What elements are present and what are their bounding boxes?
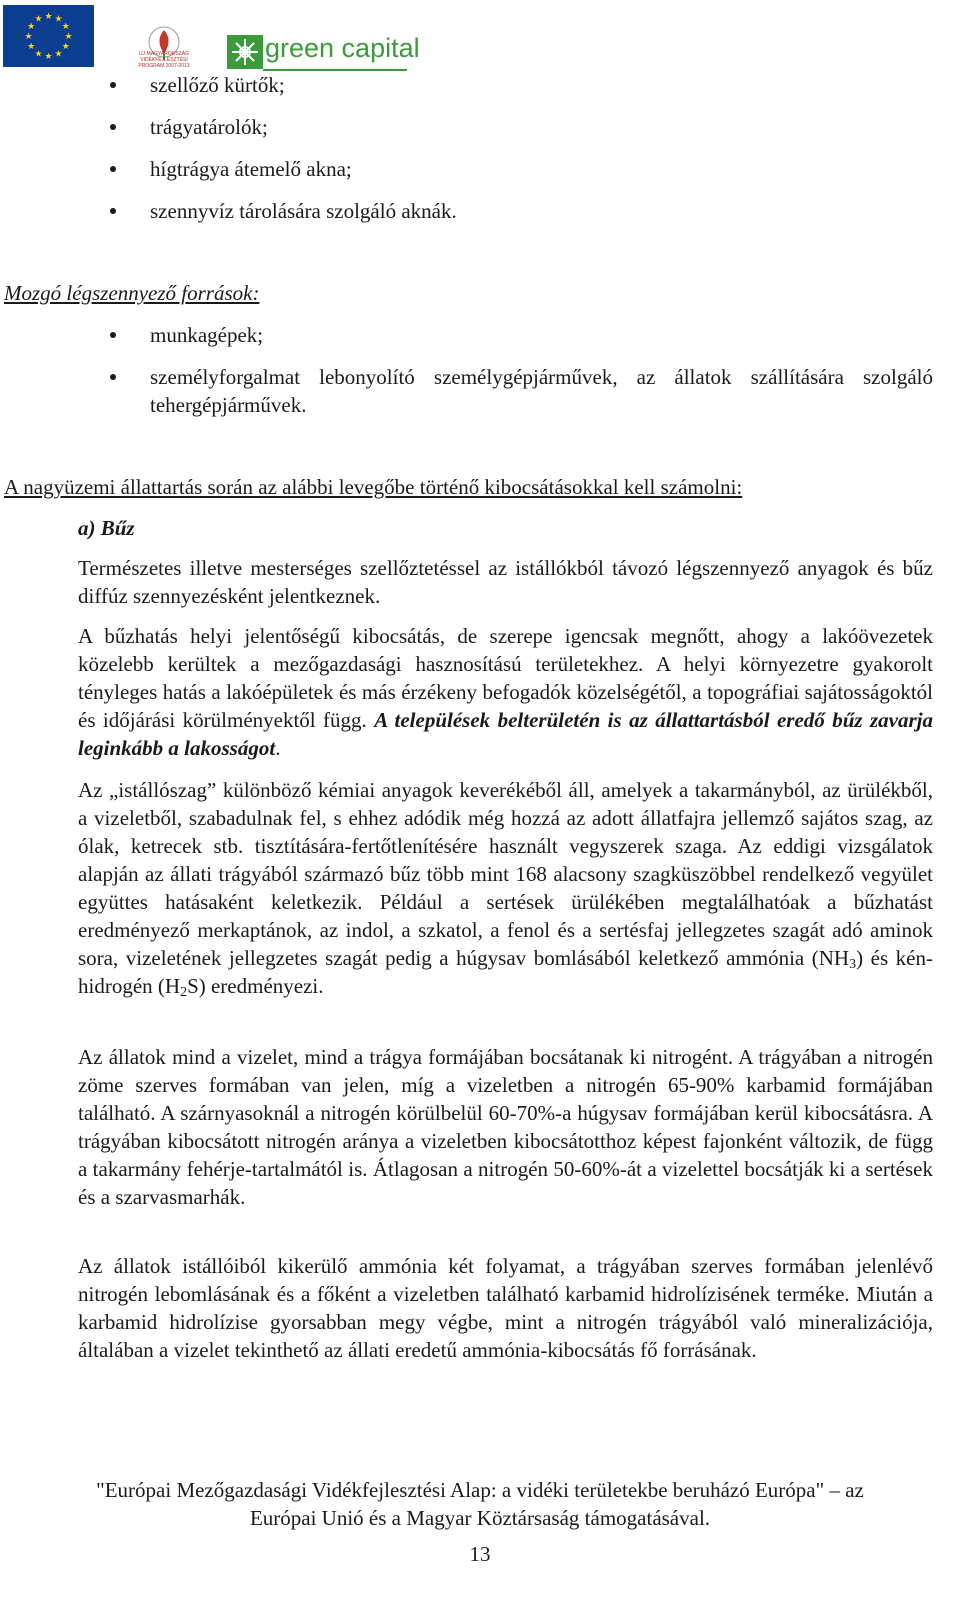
umvp-logo-text: ÚJ MAGYARORSZÁG VIDÉKFEJLESZTÉSI PROGRAM 2007-2013 xyxy=(138,51,190,69)
list-item: munkagépek; xyxy=(110,321,933,363)
paragraph-1: Természetes illetve mesterséges szellőztetéssel az istállókból távozó légszennyező anyagok és bűz diffúz szennyezésként jelentkeznek. xyxy=(78,556,933,608)
bullet-icon xyxy=(110,208,116,214)
star-icon: ★ xyxy=(34,48,43,59)
paragraph-3: Az „istállószag” különböző kémiai anyagok keverékéből áll, amelyek a takarmányból, az ürülékből, a vizeletből, szabadulnak fel, s ehhez adódik még hozzá az adott állatfajra jellemző sajátos szag, az ólak, ketrecek stb. tisztítására-fertőtlenítésére használt vegyszerek szaga. Az eddigi vizsgálatok alapján az állati trágyából származó bűz több mint 168 alacsony szagküszöbbel rendelkező vegyület együttes hatásaként keletkezik. Például a sertések ürülékében megtalálhatóak a bűzhatást eredményező merkaptánok, az indol, a szkatol, a fenol és a sertésfaj jellegzetes szagát adó aminok sora, vizeletének jellegzetes szagát pedig a húgysav bomlásából keletkező ammónia $(NH_3)$ és kén-hidrogén $(H_2S)$ eredményezi. xyxy=(78,778,933,1000)
star-icon: ★ xyxy=(27,21,36,31)
paragraph-4: Az állatok mind a vizelet, mind a trágya formájában bocsátanak ki nitrogént. A trágyában a nitrogén zöme szerves formában van jelen, míg a vizeletben a nitrogén 65-90% karbamid formájában található. A szárnyasoknál a nitrogén körülbelül 60-70%-a húgysav formájában kerül kibocsátásra. A trágyában kibocsátott nitrogén aránya a vizeletben kibocsátotthoz képest fajonként változik, de függ a takarmány fehérje-tartalmától is. Átlagosan a nitrogén 50-60%-át a vizelettel bocsátják ki a sertések és a szarvasmarhák. xyxy=(78,1045,933,1209)
star-icon: ★ xyxy=(54,13,63,24)
list-item: trágyatárolók; xyxy=(110,113,933,155)
bullet-icon xyxy=(110,124,116,130)
eu-flag-logo xyxy=(3,5,94,67)
list-item: szennyvíz tárolására szolgáló aknák. xyxy=(110,197,933,239)
star-icon: ★ xyxy=(27,41,36,51)
footer-line-2: Európai Unió és a Magyar Köztársaság támogatásával. xyxy=(249,1506,711,1530)
paragraph-5: Az állatok istállóiból kikerülő ammónia két folyamat, a trágyában szerves formában jelenlévő nitrogén lebomlásának és a főként a vizeletben található karbamid hidrolízisének terméke. Miután a karbamid hidrolízise gyorsabban megy végbe, mint a nitrogén trágyából való mineralizációja, általában a vizelet tekinthető az állati eredetű ammónia-kibocsátás fő forrásának. xyxy=(78,1254,933,1362)
mobile-sources-heading: Mozgó légszennyező források: xyxy=(4,281,260,305)
green-capital-label: green capital xyxy=(265,33,420,63)
bullet-icon xyxy=(110,166,116,172)
star-icon: ★ xyxy=(61,41,70,51)
star-icon: ★ xyxy=(44,51,53,61)
list-item: hígtrágya átemelő akna; xyxy=(110,155,933,197)
star-icon: ★ xyxy=(61,21,70,31)
list-item: személyforgalmat lebonyolító személygépjárművek, az állatok szállítására szolgáló tehergépjárművek. xyxy=(110,363,933,419)
header-logos xyxy=(3,5,423,71)
odor-subheading: a) Bűz xyxy=(78,516,135,540)
source-list-1 xyxy=(110,71,933,239)
bullet-icon xyxy=(110,82,116,88)
list-item: szellőző kürtők; xyxy=(110,71,933,113)
paragraph-2: A bűzhatás helyi jelentőségű kibocsátás, de szerepe igencsak megnőtt, ahogy a lakóövezetek közelebb kerültek a mezőgazdasági hasznosítású területekhez. A helyi környezetre gyakorolt tényleges hatás a lakóépületek és más érzékeny befogadók közelségétől, a topográfiai sajátosságoktól és időjárási körülményektől függ. A települések belterületén is az állattartásból eredő bűz zavarja leginkább a lakosságot. xyxy=(78,624,934,760)
footer-line-1: "Európai Mezőgazdasági Vidékfejlesztési Alap: a vidéki területekbe beruházó Európa" – az xyxy=(96,1478,864,1502)
bullet-icon xyxy=(110,374,116,380)
star-icon: ★ xyxy=(64,31,73,41)
source-list-2 xyxy=(110,321,933,419)
star-icon: ★ xyxy=(24,31,33,41)
page-number: 13 xyxy=(469,1542,491,1566)
emission-heading: A nagyüzemi állattartás során az alábbi levegőbe történő kibocsátásokkal kell számolni: xyxy=(4,475,743,499)
star-icon: ★ xyxy=(54,48,63,59)
star-icon: ★ xyxy=(44,11,53,21)
star-icon: ★ xyxy=(34,13,43,24)
bullet-icon xyxy=(110,332,116,338)
emphasis-text: A települések belterületén is az állattartásból eredő bűz zavarja leginkább a lakosságot xyxy=(78,708,934,760)
